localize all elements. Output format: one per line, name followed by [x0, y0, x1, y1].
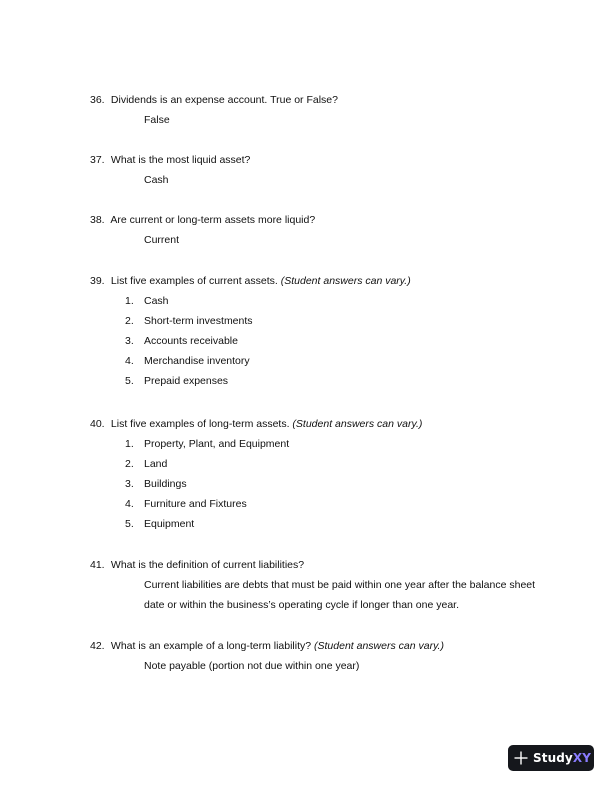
list-text: Buildings	[144, 478, 187, 490]
question-note: (Student answers can vary.)	[280, 275, 411, 287]
question-number: 37.	[90, 154, 105, 166]
answer-42: Note payable (portion not due within one year)	[144, 660, 360, 672]
logo-brand-accent: XY	[572, 751, 591, 765]
list-text: Cash	[144, 295, 169, 307]
question-38	[90, 213, 315, 227]
list-number: 2.	[125, 315, 134, 327]
logo-brand-main: Study	[533, 751, 573, 765]
list-text: Equipment	[144, 518, 195, 530]
answer-38: Current	[144, 234, 180, 246]
list-number: 4.	[125, 355, 134, 367]
question-note: (Student answers can vary.)	[292, 418, 423, 430]
list-text: Property, Plant, and Equipment	[144, 438, 290, 450]
list-number: 3.	[125, 478, 134, 490]
question-note: (Student answers can vary.)	[314, 640, 444, 652]
studyxy-logo[interactable]	[508, 745, 594, 771]
question-number: 41.	[90, 559, 105, 571]
question-text: List five examples of long-term assets.	[110, 418, 290, 430]
answer-36: False	[144, 114, 170, 126]
question-42	[90, 639, 444, 653]
list-number: 1.	[125, 295, 134, 307]
list-text: Land	[144, 458, 168, 470]
list-number: 5.	[125, 375, 134, 387]
question-number: 38.	[90, 214, 105, 226]
question-text: Dividends is an expense account. True or False?	[110, 94, 338, 106]
list-number: 3.	[125, 335, 134, 347]
list-number: 1.	[125, 438, 134, 450]
list-number: 2.	[125, 458, 134, 470]
list-text: Accounts receivable	[144, 335, 238, 347]
question-41	[90, 558, 304, 572]
question-text: What is the most liquid asset?	[110, 154, 251, 166]
question-text: What is the definition of current liabilities?	[110, 559, 305, 571]
question-text: Are current or long-term assets more liquid?	[110, 214, 316, 226]
question-number: 39.	[90, 275, 105, 287]
question-text: List five examples of current assets.	[110, 275, 278, 287]
plus-icon	[514, 751, 528, 765]
question-37	[90, 153, 250, 167]
list-text: Merchandise inventory	[144, 355, 250, 367]
list-number: 5.	[125, 518, 134, 530]
question-36	[90, 93, 338, 107]
question-number: 40.	[90, 418, 105, 430]
list-text: Furniture and Fixtures	[144, 498, 247, 510]
answer-41-line-1: Current liabilities are debts that must be paid within one year after the balance sheet	[144, 579, 536, 591]
question-39	[90, 274, 411, 288]
question-text: What is an example of a long-term liability?	[110, 640, 312, 652]
list-number: 4.	[125, 498, 134, 510]
question-number: 36.	[90, 94, 105, 106]
logo-text	[533, 751, 591, 765]
list-text: Short-term investments	[144, 315, 253, 327]
answer-41-line-2: date or within the business’s operating cycle if longer than one year.	[144, 599, 459, 611]
list-text: Prepaid expenses	[144, 375, 229, 387]
question-number: 42.	[90, 640, 105, 652]
answer-37: Cash	[144, 174, 169, 186]
question-40	[90, 417, 422, 431]
